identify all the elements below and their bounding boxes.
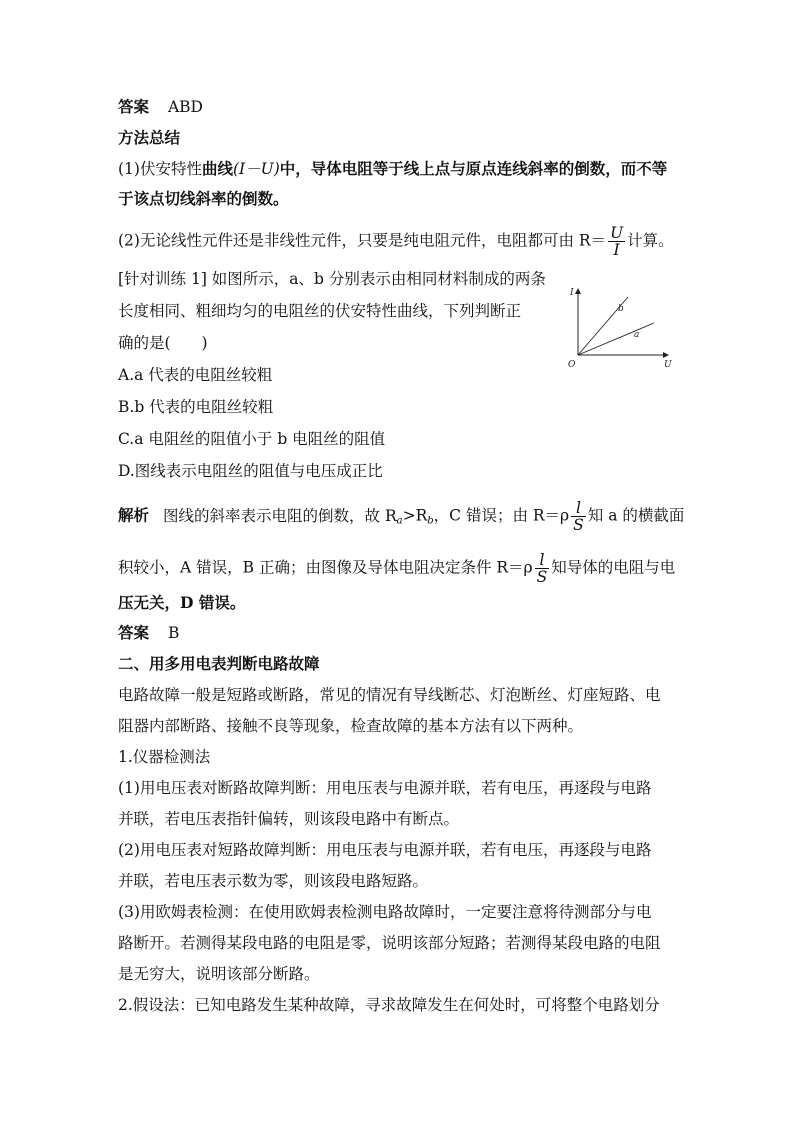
section-2-paragraph-1: 电路故障一般是短路或断路，常见的情况有导线断芯、灯泡断丝、灯座短路、电: [118, 686, 661, 704]
graph-y-label: I: [570, 288, 574, 298]
analysis-l1-a: 图线的斜率表示电阻的倒数，故 R: [163, 506, 397, 525]
section-2-paragraph-2: 阻器内部断路、接触不良等现象，检查故障的基本方法有以下两种。: [118, 717, 584, 735]
answer-value: ABD: [167, 98, 203, 116]
section-2-heading-2: 2.假设法：已知电路发生某种故障，寻求故障发生在何处时，可将整个电路划分: [118, 996, 660, 1014]
method-item-1-bold: 曲线: [201, 159, 233, 178]
analysis-l2-b: 知导体的电阻与电: [551, 558, 676, 577]
subscript-b: b: [427, 515, 434, 527]
graph-origin-label: O: [568, 360, 576, 370]
method-item-2-pre: (2)无论线性元件还是非线性元件，只要是纯电阻元件，电阻都可由 R＝: [118, 231, 607, 250]
fraction-l-over-s-2: [535, 552, 550, 585]
fraction-numerator: l: [535, 552, 550, 569]
section-2-item-2-b: 并联，若电压表示数为零，则该段电路短路。: [118, 872, 429, 890]
method-item-2-post: 计算。: [627, 231, 674, 250]
analysis-line-2: [118, 552, 675, 585]
method-item-1-pre: (1)伏安特性: [118, 160, 202, 178]
fraction-numerator: l: [571, 500, 586, 517]
answer-line-1: [118, 96, 203, 118]
analysis-line-3: 压无关，D 错误。: [118, 593, 246, 612]
section-2-item-1-a: (1)用电压表对断路故障判断：用电压表与电源并联，若有电压，再逐段与电路: [118, 779, 652, 797]
fraction-denominator: S: [573, 516, 584, 534]
exercise-line-1: [针对训练 1] 如图所示，a、b 分别表示由相同材料制成的两条: [118, 270, 546, 288]
fraction-u-over-i: [608, 225, 625, 258]
method-item-1-line-2: 于该点切线斜率的倒数。: [118, 189, 289, 208]
method-item-2: [118, 225, 674, 258]
analysis-l1-gt: >R: [402, 506, 428, 525]
answer-value: B: [167, 624, 180, 642]
section-2-title: 二、用多用电表判断电路故障: [118, 654, 320, 673]
section-2-item-3-c: 是无穷大，说明该部分断路。: [118, 965, 320, 983]
graph-line-a-label: a: [634, 330, 640, 340]
exercise-option-b: B.b 代表的电阻丝较粗: [118, 398, 274, 416]
exercise-option-d: D.图线表示电阻丝的阻值与电压成正比: [118, 462, 383, 480]
analysis-label: 解析: [118, 505, 150, 525]
analysis-l2-a: 积较小，A 错误，B 正确；由图像及导体电阻决定条件 R＝ρ: [118, 558, 533, 577]
analysis-line-1: [118, 500, 684, 533]
subscript-a: a: [396, 515, 403, 527]
fraction-numerator: U: [610, 224, 624, 242]
answer-line-2: [118, 622, 179, 644]
analysis-l1-b: ，C 错误；由 R＝ρ: [433, 506, 570, 525]
graph-x-label: U: [664, 360, 672, 370]
fraction-denominator: S: [536, 568, 548, 586]
section-2-heading-1: 1.仪器检测法: [118, 748, 211, 766]
fraction-denominator: I: [613, 241, 620, 259]
answer-label: 答案: [118, 97, 150, 116]
iu-characteristic-graph: [560, 283, 678, 375]
method-item-1-iu: (I－U): [232, 160, 280, 178]
section-2-item-3-a: (3)用欧姆表检测：在使用欧姆表检测电路故障时，一定要注意将待测部分与电: [118, 903, 652, 921]
section-2-item-2-a: (2)用电压表对短路故障判断：用电压表与电源并联，若有电压，再逐段与电路: [118, 841, 652, 859]
method-summary-title: 方法总结: [118, 128, 181, 147]
method-item-1-post: 中，导体电阻等于线上点与原点连线斜率的倒数，而不等: [279, 159, 668, 178]
exercise-line-3: 确的是( ): [118, 334, 208, 352]
exercise-line-2: 长度相同、粗细均匀的电阻丝的伏安特性曲线，下列判断正: [118, 302, 522, 320]
method-item-1-line-1: [118, 158, 667, 180]
graph-line-b-label: b: [618, 304, 624, 314]
exercise-option-c: C.a 电阻丝的阻值小于 b 电阻丝的阻值: [118, 430, 386, 448]
line-a: [578, 323, 654, 355]
exercise-option-a: A.a 代表的电阻丝较粗: [118, 366, 273, 384]
answer-label: 答案: [118, 623, 150, 642]
section-2-item-3-b: 路断开。若测得某段电路的电阻是零，说明该部分短路；若测得某段电路的电阻: [118, 934, 661, 952]
analysis-l1-c: 知 a 的横截面: [587, 506, 685, 525]
fraction-l-over-s-1: [571, 500, 586, 533]
section-2-item-1-b: 并联，若电压表指针偏转，则该段电路中有断点。: [118, 810, 460, 828]
